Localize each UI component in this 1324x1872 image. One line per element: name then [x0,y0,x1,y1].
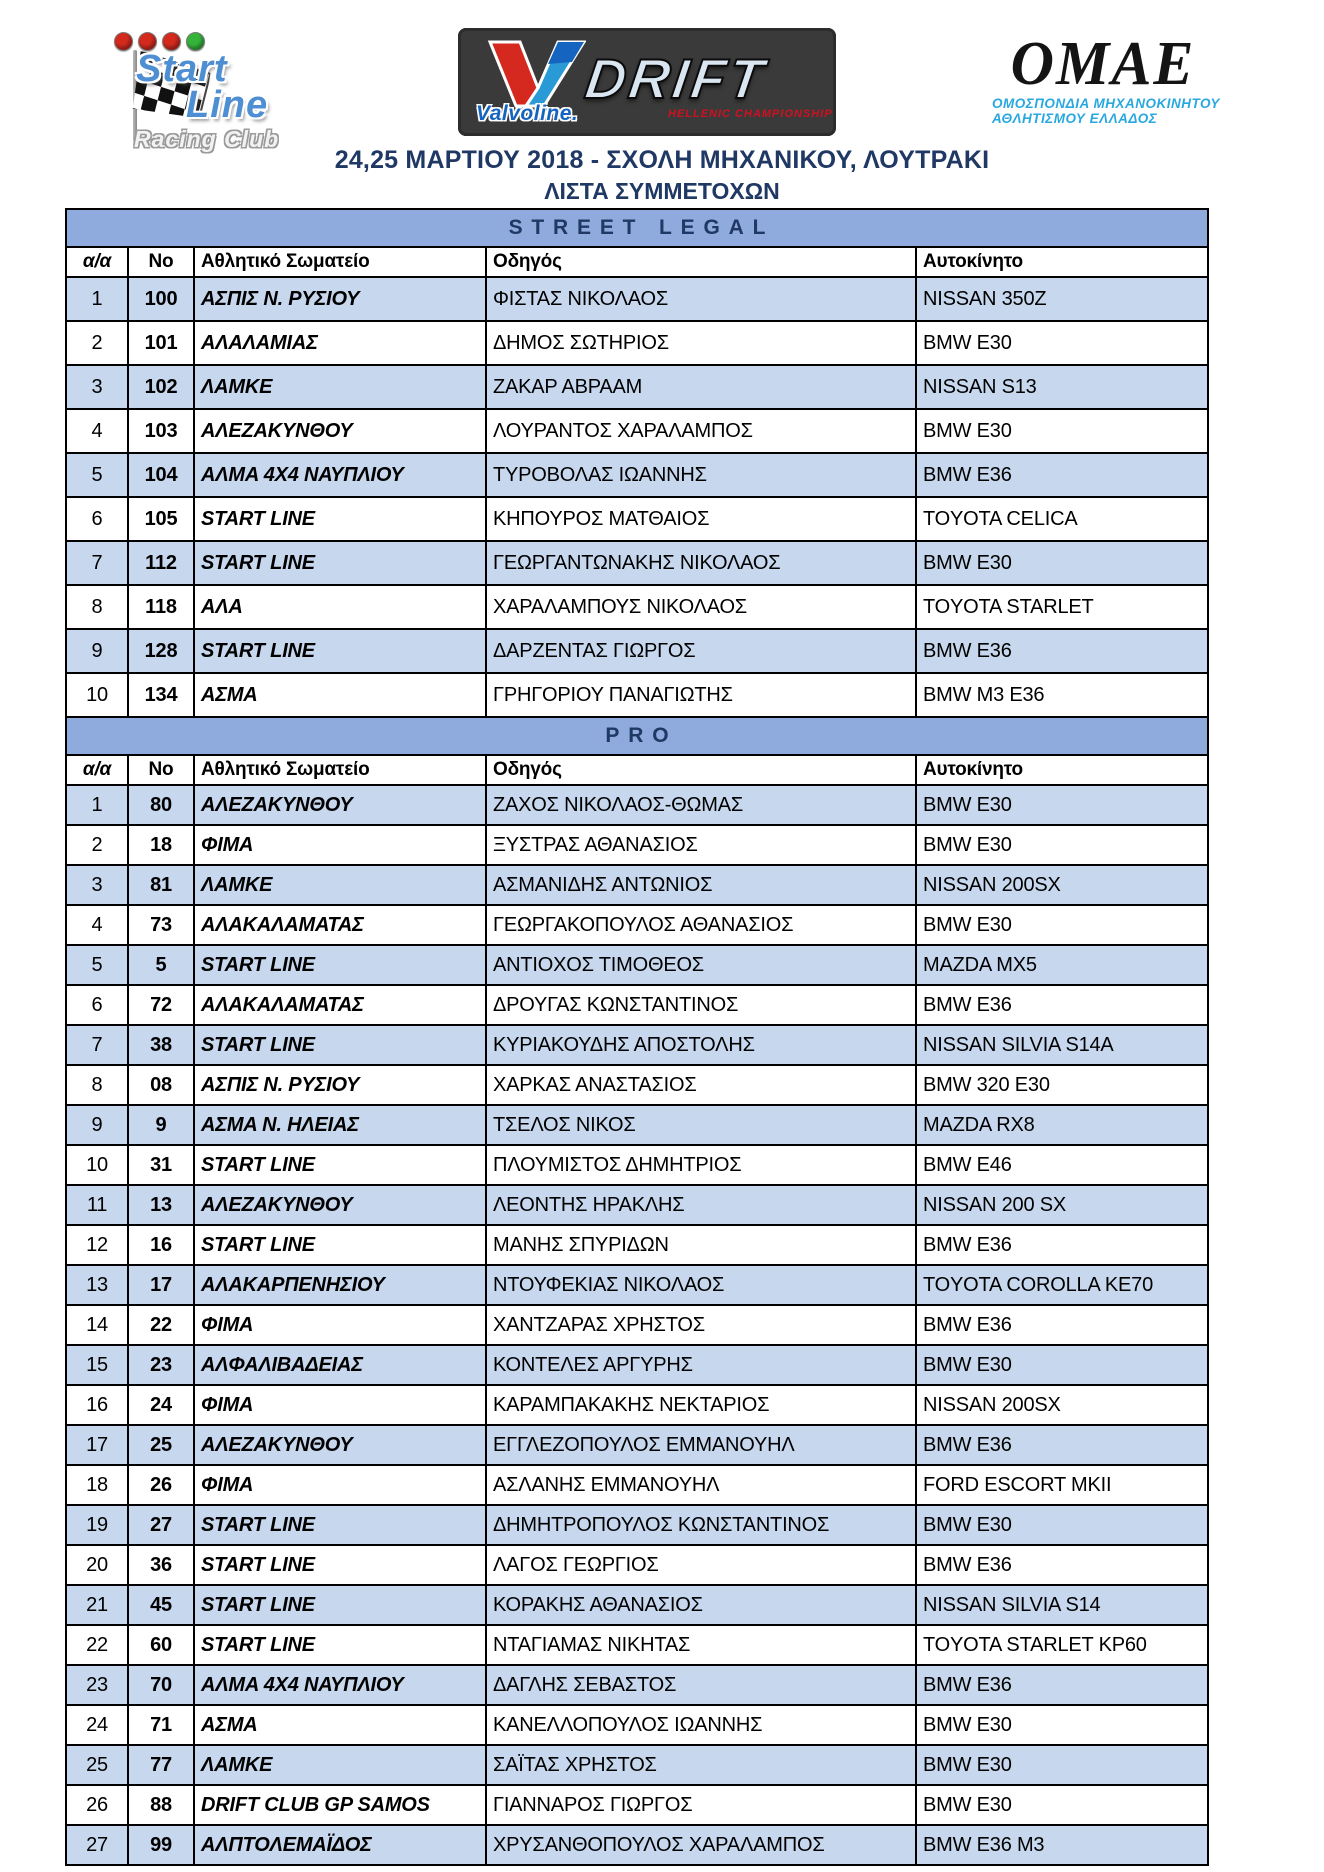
driver-cell: ΤΥΡΟΒΟΛΑΣ ΙΩΑΝΝΗΣ [487,454,917,496]
driver-cell: ΝΤΑΓΙΑΜΑΣ ΝΙΚΗΤΑΣ [487,1626,917,1664]
number-cell: 99 [129,1826,195,1864]
driver-cell: ΓΙΑΝΝΑΡΟΣ ΓΙΩΡΓΟΣ [487,1786,917,1824]
number-cell: 112 [129,542,195,584]
number-cell: 26 [129,1466,195,1504]
number-cell: 71 [129,1706,195,1744]
car-cell: BMW E36 [923,993,1012,1016]
index-cell: 26 [67,1786,129,1824]
table-row [67,1066,1207,1106]
table-row [67,630,1207,674]
index-cell: 10 [67,1146,129,1184]
number-cell: 22 [129,1306,195,1344]
index-cell: 8 [67,586,129,628]
car-cell: TOYOTA STARLET KP60 [923,1633,1147,1656]
car-cell: MAZDA MX5 [923,953,1037,976]
index-cell: 9 [67,1106,129,1144]
car-cell: BMW E30 [923,331,1012,354]
club-cell: START LINE [195,1546,487,1584]
table-row [67,278,1207,322]
driver-cell: ΑΝΤΙΟΧΟΣ ΤΙΜΟΘΕΟΣ [487,946,917,984]
table-row [67,366,1207,410]
number-cell: 16 [129,1226,195,1264]
index-cell: 16 [67,1386,129,1424]
driver-cell: ΠΛΟΥΜΙΣΤΟΣ ΔΗΜΗΤΡΙΟΣ [487,1146,917,1184]
driver-cell: ΚΥΡΙΑΚΟΥΔΗΣ ΑΠΟΣΤΟΛΗΣ [487,1026,917,1064]
club-cell: ΑΣΠΙΣ Ν. ΡΥΣΙΟΥ [195,278,487,320]
table-row [67,1706,1207,1746]
index-cell: 10 [67,674,129,716]
table-row [67,1586,1207,1626]
driver-cell: ΖΑΚΑΡ ΑΒΡΑΑΜ [487,366,917,408]
driver-cell: ΑΣΜΑΝΙΔΗΣ ΑΝΤΩΝΙΟΣ [487,866,917,904]
club-cell: ΑΛΜΑ 4Χ4 ΝΑΥΠΛΙΟΥ [195,1666,487,1704]
car-cell: BMW E36 [923,1313,1012,1336]
number-cell: 100 [129,278,195,320]
table-row [67,542,1207,586]
index-cell: 1 [67,278,129,320]
number-cell: 27 [129,1506,195,1544]
club-cell: ΑΛΑ [195,586,487,628]
club-cell: ΑΛΑΛΑΜΙΑΣ [195,322,487,364]
club-cell: ΛΑΜΚΕ [195,866,487,904]
number-cell: 70 [129,1666,195,1704]
index-cell: 24 [67,1706,129,1744]
club-cell: ΑΛΠΤΟΛΕΜΑΪΔΟΣ [195,1826,487,1864]
club-cell: ΑΛΕΖΑΚΥΝΘΟΥ [195,410,487,452]
club-cell: ΦΙΜΑ [195,826,487,864]
driver-cell: ΔΡΟΥΓΑΣ ΚΩΝΣΤΑΝΤΙΝΟΣ [487,986,917,1024]
index-cell: 4 [67,906,129,944]
car-cell: NISSAN 200 SX [923,1193,1067,1216]
car-cell: BMW E30 [923,793,1012,816]
club-cell: ΦΙΜΑ [195,1306,487,1344]
car-cell: BMW E46 [923,1153,1012,1176]
column-header: Αθλητικό Σωματείο [195,756,487,784]
driver-cell: ΓΡΗΓΟΡΙΟΥ ΠΑΝΑΓΙΩΤΗΣ [487,674,917,716]
number-cell: 17 [129,1266,195,1304]
club-cell: START LINE [195,1026,487,1064]
table-row [67,586,1207,630]
index-cell: 1 [67,786,129,824]
number-cell: 101 [129,322,195,364]
car-cell: BMW E30 [923,833,1012,856]
column-header: α/α [67,756,129,784]
car-cell: TOYOTA CELICA [923,507,1078,530]
index-cell: 2 [67,826,129,864]
driver-cell: ΚΗΠΟΥΡΟΣ ΜΑΤΘΑΙΟΣ [487,498,917,540]
omae-subtitle [958,96,1248,126]
number-cell: 118 [129,586,195,628]
table-row [67,1466,1207,1506]
table-row [67,1666,1207,1706]
table-row [67,1386,1207,1426]
startline-logo-club: Racing Club [134,126,280,152]
driver-cell: ΕΓΓΛΕΖΟΠΟΥΛΟΣ ΕΜΜΑΝΟΥΗΛ [487,1426,917,1464]
number-cell: 9 [129,1106,195,1144]
car-cell: BMW E30 [923,913,1012,936]
car-cell: BMW E36 [923,639,1012,662]
index-cell: 17 [67,1426,129,1464]
table-row [67,946,1207,986]
section-header: STREET LEGAL [67,210,1207,248]
table-row [67,410,1207,454]
valvoline-brand: Valvoline. [476,102,579,125]
table-row [67,674,1207,718]
club-cell: ΑΛΕΖΑΚΥΝΘΟΥ [195,1186,487,1224]
club-cell: START LINE [195,630,487,672]
table-row [67,454,1207,498]
column-header-row [67,248,1207,278]
car-cell: BMW M3 E36 [923,683,1045,706]
number-cell: 36 [129,1546,195,1584]
number-cell: 08 [129,1066,195,1104]
table-row [67,1266,1207,1306]
car-cell: NISSAN 200SX [923,873,1061,896]
car-cell: BMW E36 [923,463,1012,486]
car-cell: TOYOTA COROLLA KE70 [923,1273,1153,1296]
car-cell: BMW E30 [923,1753,1012,1776]
column-header: Αυτοκίνητο [923,759,1023,780]
table-row [67,866,1207,906]
index-cell: 5 [67,454,129,496]
club-cell: ΑΛΑΚΑΛΑΜΑΤΑΣ [195,906,487,944]
car-cell: BMW E30 [923,1353,1012,1376]
driver-cell: ΤΣΕΛΟΣ ΝΙΚΟΣ [487,1106,917,1144]
driver-cell: ΧΑΡΑΛΑΜΠΟΥΣ ΝΙΚΟΛΑΟΣ [487,586,917,628]
number-cell: 38 [129,1026,195,1064]
omae-acronym: OMAE [1010,28,1196,98]
table-row [67,1426,1207,1466]
club-cell: ΛΑΜΚΕ [195,366,487,408]
number-cell: 23 [129,1346,195,1384]
index-cell: 7 [67,542,129,584]
car-cell: NISSAN SILVIA S14 [923,1593,1101,1616]
club-cell: ΑΛΑΚΑΛΑΜΑΤΑΣ [195,986,487,1024]
club-cell: ΦΙΜΑ [195,1466,487,1504]
table-row [67,1026,1207,1066]
index-cell: 22 [67,1626,129,1664]
section-header: PRO [67,718,1207,756]
car-cell: BMW E30 [923,1513,1012,1536]
table-row [67,986,1207,1026]
index-cell: 2 [67,322,129,364]
club-cell: START LINE [195,1226,487,1264]
index-cell: 19 [67,1506,129,1544]
car-cell: BMW E36 [923,1233,1012,1256]
number-cell: 72 [129,986,195,1024]
number-cell: 60 [129,1626,195,1664]
club-cell: START LINE [195,1586,487,1624]
car-cell: BMW E36 [923,1673,1012,1696]
index-cell: 25 [67,1746,129,1784]
club-cell: ΑΛΕΖΑΚΥΝΘΟΥ [195,786,487,824]
number-cell: 25 [129,1426,195,1464]
car-cell: BMW E30 [923,1713,1012,1736]
car-cell: NISSAN 350Z [923,287,1047,310]
index-cell: 13 [67,1266,129,1304]
club-cell: START LINE [195,1626,487,1664]
driver-cell: ΛΕΟΝΤΗΣ ΗΡΑΚΛΗΣ [487,1186,917,1224]
driver-cell: ΝΤΟΥΦΕΚΙΑΣ ΝΙΚΟΛΑΟΣ [487,1266,917,1304]
car-cell: BMW E30 [923,419,1012,442]
number-cell: 31 [129,1146,195,1184]
driver-cell: ΔΗΜΗΤΡΟΠΟΥΛΟΣ ΚΩΝΣΤΑΝΤΙΝΟΣ [487,1506,917,1544]
vdrift-logo [458,28,836,136]
index-cell: 7 [67,1026,129,1064]
index-cell: 4 [67,410,129,452]
club-cell: ΑΣΠΙΣ Ν. ΡΥΣΙΟΥ [195,1066,487,1104]
column-header: Αυτοκίνητο [923,251,1023,272]
table-row [67,1106,1207,1146]
index-cell: 15 [67,1346,129,1384]
column-header: No [129,756,195,784]
omae-subtitle-line1: ΟΜΟΣΠΟΝΔΙΑ ΜΗΧΑΝΟΚΙΝΗΤΟΥ [992,96,1220,111]
index-cell: 3 [67,366,129,408]
startline-logo-word1: Start [136,48,228,90]
number-cell: 134 [129,674,195,716]
club-cell: ΑΛΜΑ 4Χ4 ΝΑΥΠΛΙΟΥ [195,454,487,496]
car-cell: BMW E36 [923,1433,1012,1456]
driver-cell: ΣΑΪΤΑΣ ΧΡΗΣΤΟΣ [487,1746,917,1784]
index-cell: 21 [67,1586,129,1624]
event-title: 24,25 ΜΑΡΤΙΟΥ 2018 - ΣΧΟΛΗ ΜΗΧΑΝΙΚΟΥ, ΛΟΥΤΡΑΚΙ [334,146,990,174]
number-cell: 13 [129,1186,195,1224]
driver-cell: ΓΕΩΡΓΑΝΤΩΝΑΚΗΣ ΝΙΚΟΛΑΟΣ [487,542,917,584]
club-cell: ΑΛΕΖΑΚΥΝΘΟΥ [195,1426,487,1464]
driver-cell: ΑΣΛΑΝΗΣ ΕΜΜΑΝΟΥΗΛ [487,1466,917,1504]
table-row [67,1626,1207,1666]
column-header: No [129,248,195,276]
column-header-row [67,756,1207,786]
club-cell: ΦΙΜΑ [195,1386,487,1424]
index-cell: 11 [67,1186,129,1224]
omae-subtitle-line2: ΑΘΛΗΤΙΣΜΟΥ ΕΛΛΑΔΟΣ [992,111,1158,126]
table-row [67,1826,1207,1864]
table-row [67,1506,1207,1546]
club-cell: START LINE [195,498,487,540]
car-cell: NISSAN 200SX [923,1393,1061,1416]
table-row [67,1306,1207,1346]
car-cell: NISSAN S13 [923,375,1037,398]
club-cell: ΛΑΜΚΕ [195,1746,487,1784]
car-cell: BMW E36 M3 [923,1833,1045,1856]
table-row [67,1346,1207,1386]
car-cell: MAZDA RX8 [923,1113,1035,1136]
index-cell: 8 [67,1066,129,1104]
number-cell: 104 [129,454,195,496]
club-cell: START LINE [195,1506,487,1544]
car-cell: BMW E36 [923,1553,1012,1576]
table-row [67,1746,1207,1786]
number-cell: 102 [129,366,195,408]
number-cell: 77 [129,1746,195,1784]
table-row [67,906,1207,946]
car-cell: BMW E30 [923,551,1012,574]
club-cell: ΑΣΜΑ Ν. ΗΛΕΙΑΣ [195,1106,487,1144]
index-cell: 9 [67,630,129,672]
index-cell: 6 [67,986,129,1024]
number-cell: 81 [129,866,195,904]
table-row [67,498,1207,542]
index-cell: 20 [67,1546,129,1584]
vdrift-subtitle: HELLENIC CHAMPIONSHIP [668,108,833,120]
startline-logo [78,26,288,152]
number-cell: 5 [129,946,195,984]
number-cell: 128 [129,630,195,672]
driver-cell: ΧΑΝΤΖΑΡΑΣ ΧΡΗΣΤΟΣ [487,1306,917,1344]
number-cell: 105 [129,498,195,540]
index-cell: 27 [67,1826,129,1864]
number-cell: 73 [129,906,195,944]
vdrift-title: DRIFT [581,47,771,110]
table-row [67,1226,1207,1266]
table-row [67,1546,1207,1586]
driver-cell: ΜΑΝΗΣ ΣΠΥΡΙΔΩΝ [487,1226,917,1264]
index-cell: 23 [67,1666,129,1704]
table-row [67,786,1207,826]
club-cell: ΑΛΦΑΛΙΒΑΔΕΙΑΣ [195,1346,487,1384]
index-cell: 18 [67,1466,129,1504]
car-cell: TOYOTA STARLET [923,595,1094,618]
column-header: Οδηγός [487,756,917,784]
club-cell: START LINE [195,946,487,984]
table-row [67,1186,1207,1226]
driver-cell: ΚΟΡΑΚΗΣ ΑΘΑΝΑΣΙΟΣ [487,1586,917,1624]
column-header: α/α [67,248,129,276]
driver-cell: ΓΕΩΡΓΑΚΟΠΟΥΛΟΣ ΑΘΑΝΑΣΙΟΣ [487,906,917,944]
car-cell: NISSAN SILVIA S14A [923,1033,1114,1056]
driver-cell: ΧΑΡΚΑΣ ΑΝΑΣΤΑΣΙΟΣ [487,1066,917,1104]
club-cell: START LINE [195,542,487,584]
club-cell: ΑΣΜΑ [195,1706,487,1744]
driver-cell: ΚΑΝΕΛΛΟΠΟΥΛΟΣ ΙΩΑΝΝΗΣ [487,1706,917,1744]
driver-cell: ΚΟΝΤΕΛΕΣ ΑΡΓΥΡΗΣ [487,1346,917,1384]
club-cell: ΑΣΜΑ [195,674,487,716]
startline-logo-word2: Line [186,84,269,126]
column-header: Οδηγός [487,248,917,276]
index-cell: 5 [67,946,129,984]
number-cell: 24 [129,1386,195,1424]
driver-cell: ΦΙΣΤΑΣ ΝΙΚΟΛΑΟΣ [487,278,917,320]
table-row [67,322,1207,366]
number-cell: 88 [129,1786,195,1824]
driver-cell: ΔΑΡΖΕΝΤΑΣ ΓΙΩΡΓΟΣ [487,630,917,672]
driver-cell: ΖΑΧΟΣ ΝΙΚΟΛΑΟΣ-ΘΩΜΑΣ [487,786,917,824]
driver-cell: ΧΡΥΣΑΝΘΟΠΟΥΛΟΣ ΧΑΡΑΛΑΜΠΟΣ [487,1826,917,1864]
driver-cell: ΔΗΜΟΣ ΣΩΤΗΡΙΟΣ [487,322,917,364]
list-title: ΛΙΣΤΑ ΣΥΜΜΕΤΟΧΩΝ [544,178,780,204]
index-cell: 6 [67,498,129,540]
club-cell: DRIFT CLUB GP SAMOS [195,1786,487,1824]
index-cell: 3 [67,866,129,904]
index-cell: 14 [67,1306,129,1344]
omae-logo [958,28,1248,144]
table-row [67,1786,1207,1826]
number-cell: 103 [129,410,195,452]
table-row [67,1146,1207,1186]
number-cell: 45 [129,1586,195,1624]
driver-cell: ΚΑΡΑΜΠΑΚΑΚΗΣ ΝΕΚΤΑΡΙΟΣ [487,1386,917,1424]
number-cell: 80 [129,786,195,824]
driver-cell: ΛΟΥΡΑΝΤΟΣ ΧΑΡΑΛΑΜΠΟΣ [487,410,917,452]
club-cell: ΑΛΑΚΑΡΠΕΝΗΣΙΟΥ [195,1266,487,1304]
index-cell: 12 [67,1226,129,1264]
car-cell: BMW E30 [923,1793,1012,1816]
car-cell: FORD ESCORT MKII [923,1473,1112,1496]
car-cell: BMW 320 E30 [923,1073,1050,1096]
column-header: Αθλητικό Σωματείο [195,248,487,276]
driver-cell: ΛΑΓΟΣ ΓΕΩΡΓΙΟΣ [487,1546,917,1584]
driver-cell: ΞΥΣΤΡΑΣ ΑΘΑΝΑΣΙΟΣ [487,826,917,864]
driver-cell: ΔΑΓΛΗΣ ΣΕΒΑΣΤΟΣ [487,1666,917,1704]
number-cell: 18 [129,826,195,864]
participants-table [65,208,1209,1866]
table-row [67,826,1207,866]
club-cell: START LINE [195,1146,487,1184]
